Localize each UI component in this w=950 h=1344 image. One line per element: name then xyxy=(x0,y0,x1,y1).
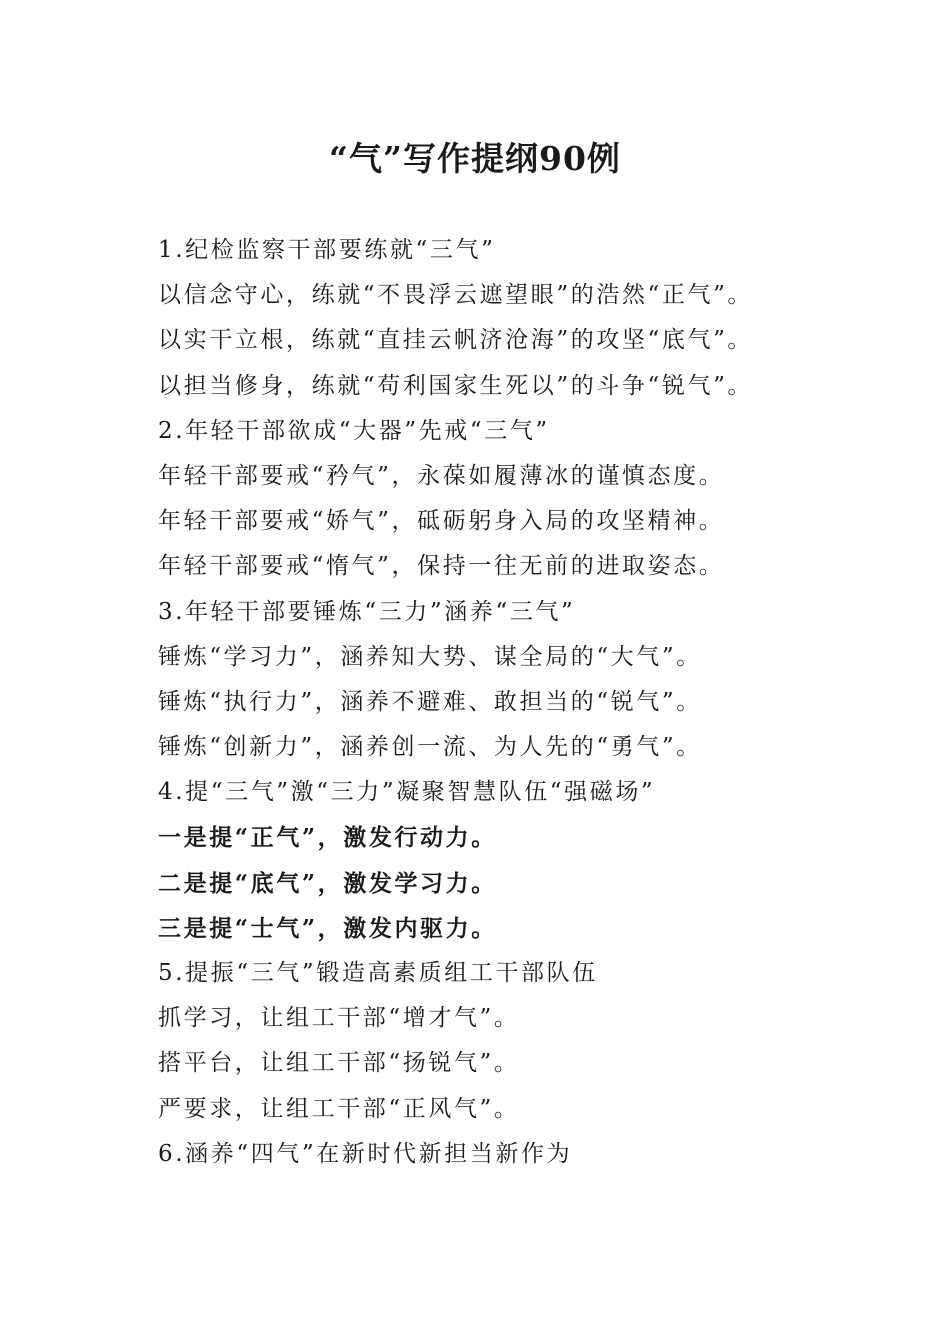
section-item: 锤炼“创新力”，涵养创一流、为人先的“勇气”。 xyxy=(158,734,702,761)
section-heading: 4.提“三气”激“三力”凝聚智慧队伍“强磁场” xyxy=(158,779,656,806)
section-item: 年轻干部要戒“惰气”，保持一往无前的进取姿态。 xyxy=(158,553,725,580)
section-item: 以担当修身，练就“苟利国家生死以”的斗争“锐气”。 xyxy=(158,372,754,399)
section-item: 锤炼“学习力”，涵养知大势、谋全局的“大气”。 xyxy=(158,643,702,670)
section-item: 年轻干部要戒“矜气”，永葆如履薄冰的谨慎态度。 xyxy=(158,462,725,489)
section-heading: 5.提振“三气”锻造高素质组工干部队伍 xyxy=(158,960,598,986)
section-item: 锤炼“执行力”，涵养不避难、敢担当的“锐气”。 xyxy=(158,688,702,715)
section-item: 抓学习，让组工干部“增才气”。 xyxy=(158,1005,520,1032)
section-item: 搭平台，让组工干部“扬锐气”。 xyxy=(158,1050,520,1077)
section-heading: 6.涵养“四气”在新时代新担当新作为 xyxy=(158,1140,573,1167)
document-body xyxy=(158,228,848,1177)
section-item: 严要求，让组工干部“正风气”。 xyxy=(158,1095,520,1122)
section-item: 以实干立根，练就“直挂云帆济沧海”的攻坚“底气”。 xyxy=(158,327,754,354)
section-item: 年轻干部要戒“娇气”，砥砺躬身入局的攻坚精神。 xyxy=(158,508,725,535)
section-item-bold: 一是提“正气”，激发行动力。 xyxy=(158,824,497,852)
section-heading: 1.纪检监察干部要练就“三气” xyxy=(158,237,496,263)
section-heading: 3.年轻干部要锤炼“三力”涵养“三气” xyxy=(158,598,576,625)
section-item: 以信念守心，练就“不畏浮云遮望眼”的浩然“正气”。 xyxy=(158,282,754,309)
section-heading: 2.年轻干部欲成“大器”先戒“三气” xyxy=(158,417,550,444)
document-title: “气”写作提纲90例 xyxy=(329,139,621,178)
section-item-bold: 三是提“士气”，激发内驱力。 xyxy=(158,914,497,942)
section-item-bold: 二是提“底气”，激发学习力。 xyxy=(158,869,497,897)
